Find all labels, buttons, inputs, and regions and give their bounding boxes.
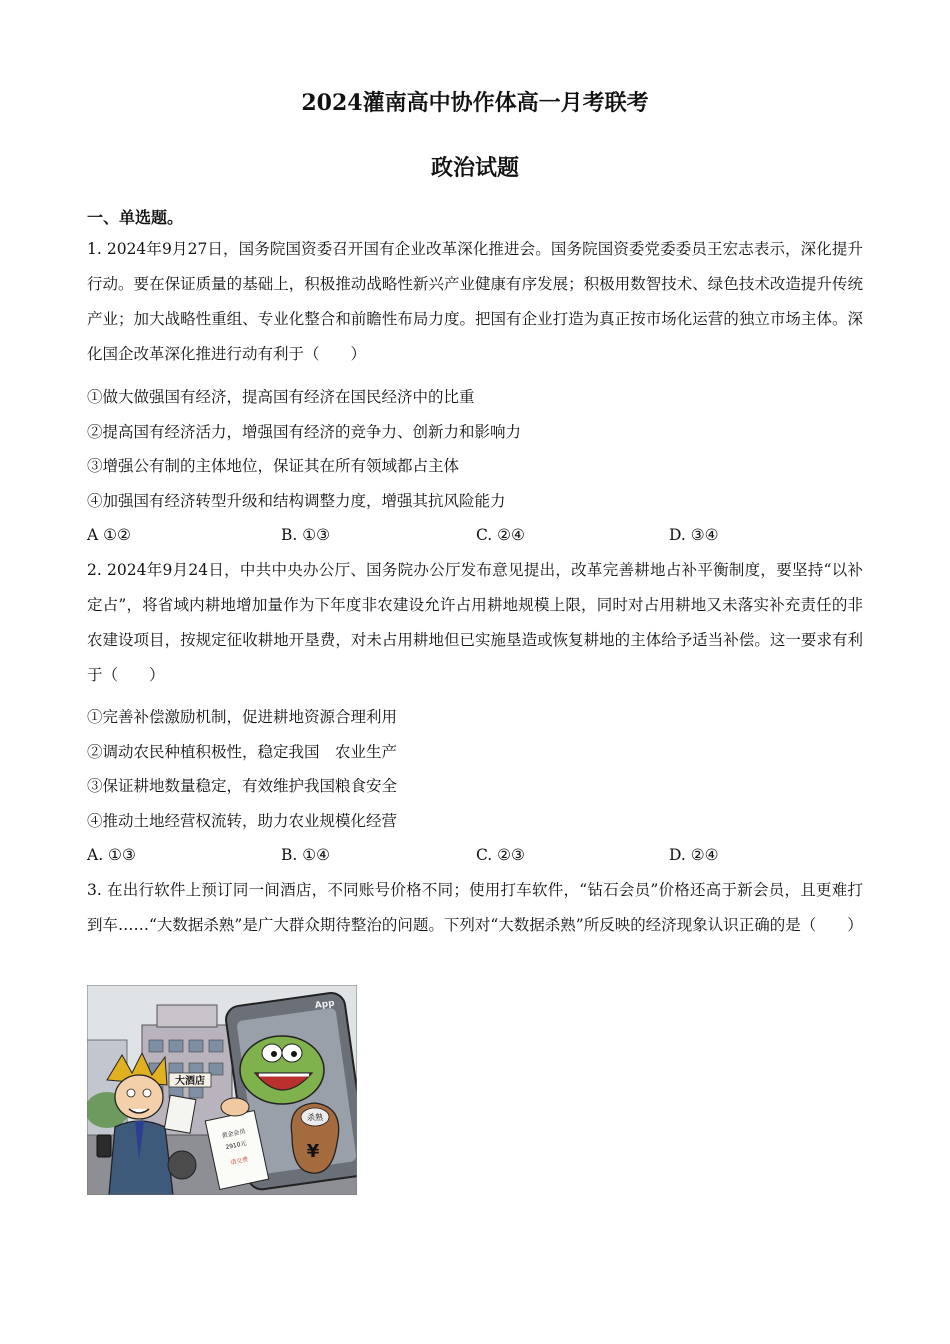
question-2-option-2: ②调动农民种植积极性，稳定我国 农业生产 [87, 743, 398, 761]
question-1-answer-b: B. ①③ [281, 526, 331, 544]
question-2-option-3: ③保证耕地数量稳定，有效维护我国粮食安全 [87, 777, 398, 795]
question-1-answer-d: D. ③④ [669, 526, 719, 544]
man-paper [164, 1095, 196, 1133]
exam-title: 2024灌南高中协作体高一月考联考 [301, 90, 649, 116]
app-monster-face [240, 1036, 324, 1104]
question-1-answer-a: A ①② [87, 526, 131, 544]
hotel-roof [157, 1005, 217, 1027]
exam-subject: 政治试题 [430, 155, 519, 181]
question-1-answer-c: C. ②④ [476, 526, 525, 544]
svg-text:请交费: 请交费 [229, 1155, 249, 1167]
question-3-stem: 3. 在出行软件上预订同一间酒店，不同账号价格不同；使用打车软件，“钻石会员”价格还高于新会员，且更难打到车……“大数据杀熟”是广大群众期待整治的问题。下列对“大数据杀熟”所反映的经济现象认识正确的是（ ） [87, 881, 863, 934]
monster-hand [221, 1098, 249, 1116]
bag-label: 杀熟 [307, 1113, 323, 1122]
svg-text:黄金会员: 黄金会员 [221, 1127, 247, 1140]
question-2-answer-a: A. ①③ [87, 846, 136, 864]
man-phone [97, 1135, 111, 1157]
question-1-option-4: ④加强国有经济转型升级和结构调整力度，增强其抗风险能力 [87, 492, 506, 510]
svg-text:2910元: 2910元 [224, 1139, 248, 1152]
yen-symbol: ¥ [306, 1141, 320, 1162]
gear-shape [168, 1151, 196, 1179]
hotel-sign: 大酒店 [175, 1076, 205, 1087]
app-label: App [314, 998, 336, 1012]
question-2-option-4: ④推动土地经营权流转，助力农业规模化经营 [87, 812, 398, 830]
question-1-stem: 1. 2024年9月27日，国务院国资委召开国有企业改革深化推进会。国务院国资委党委委员王宏志表示，深化提升行动。要在保证质量的基础上，积极推动战略性新兴产业健康有序发展；积极用数智技术、绿色技术改造提升传统产业；加大战略性重组、专业化整合和前瞻性布局力度。把国有企业打造为真正按市场化运营的独立市场主体。深化国企改革深化推进行动有利于（ ） [87, 240, 863, 363]
question-1-option-3: ③增强公有制的主体地位，保证其在所有领域都占主体 [87, 457, 460, 475]
question-2-answer-b: B. ①④ [281, 846, 331, 864]
question-2-answer-c: C. ②③ [476, 846, 525, 864]
question-2-answer-d: D. ②④ [669, 846, 719, 864]
question-1-option-1: ①做大做强国有经济，提高国有经济在国民经济中的比重 [87, 388, 475, 406]
question-2-stem: 2. 2024年9月24日，中共中央办公厅、国务院办公厅发布意见提出，改革完善耕地占补平衡制度，要坚持“以补定占”，将省域内耕地增加量作为下年度非农建设允许占用耕地规模上限，同时对占用耕地又未落实补充责任的非农建设项目，按规定征收耕地开垦费，对未占用耕地但已实施垦造或恢复耕地的主体给予适当补偿。这一要求有利于（ ） [87, 561, 863, 684]
section-heading: 一、单选题。 [87, 208, 184, 227]
question-2-option-1: ①完善补偿激励机制，促进耕地资源合理利用 [87, 708, 398, 726]
question-1-option-2: ②提高国有经济活力，增强国有经济的竞争力、创新力和影响力 [87, 423, 522, 441]
big-data-cartoon [87, 985, 357, 1195]
